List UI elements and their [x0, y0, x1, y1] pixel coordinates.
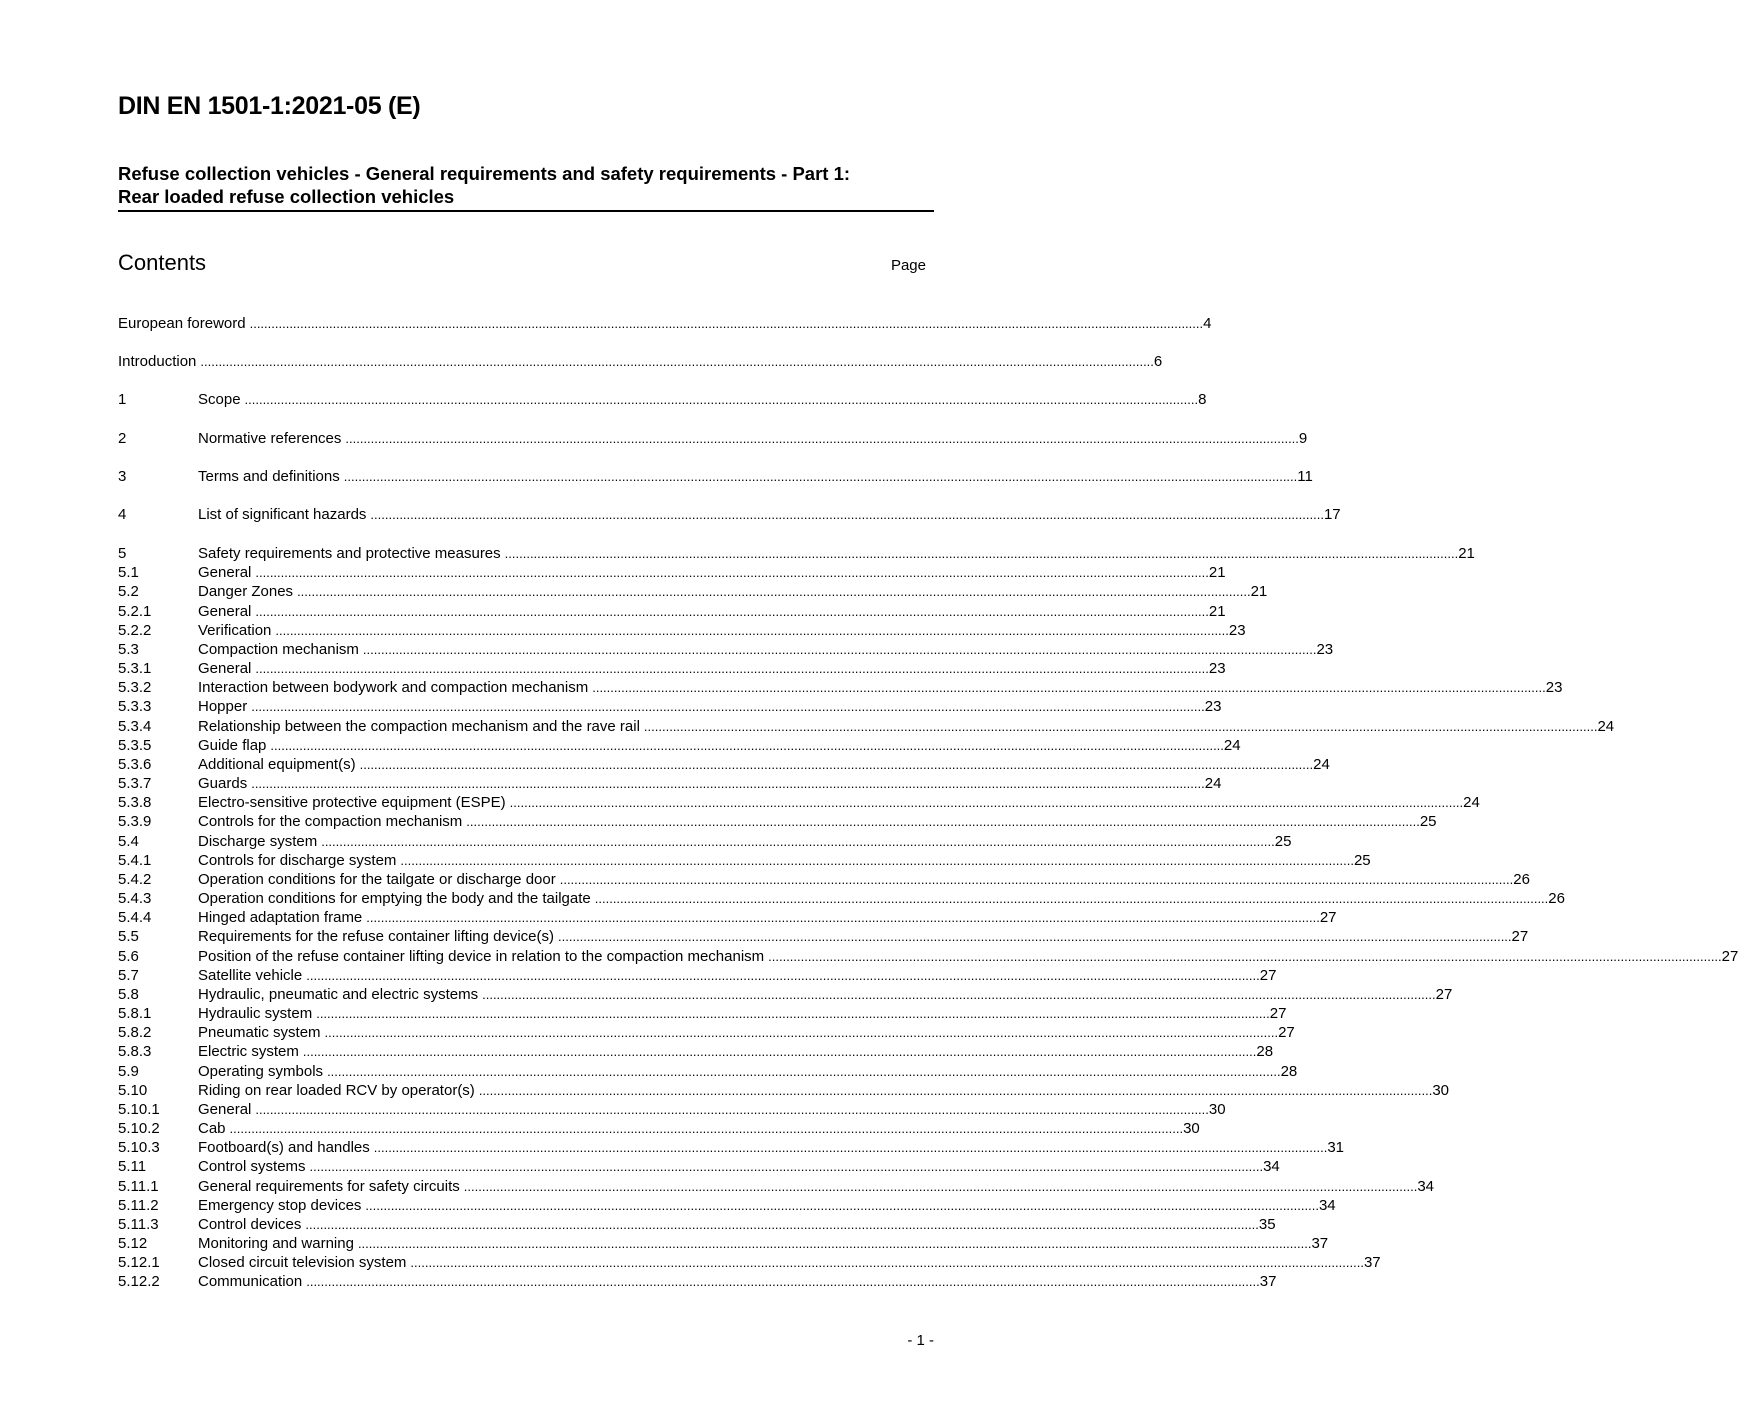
toc-entry-number: 5.3: [118, 640, 139, 658]
toc-entry-number: 5.10.3: [118, 1139, 160, 1157]
toc-entry-page: 27: [1511, 928, 1529, 946]
toc-entry-title: Hydraulic system: [198, 1005, 313, 1023]
toc-entry-number: 5.12.1: [118, 1254, 160, 1272]
toc-entry[interactable]: [118, 813, 1437, 832]
toc-entry-number: 5.12: [118, 1235, 148, 1253]
toc-entry-number: 3: [118, 468, 127, 485]
toc-entry[interactable]: [118, 890, 1565, 909]
page-number: - 1 -: [907, 1332, 934, 1349]
toc-entry-title: Hopper: [198, 698, 248, 716]
toc-entry-title: Hinged adaptation frame: [198, 909, 363, 927]
toc-entry[interactable]: [118, 602, 1226, 622]
toc-leader-dots: [560, 872, 1514, 887]
toc-entry-page: 23: [1204, 698, 1222, 716]
toc-entry-page: 28: [1280, 1062, 1298, 1080]
toc-entry-number: 5.10.2: [118, 1120, 160, 1138]
toc-entry-number: 5.2: [118, 583, 139, 601]
toc-entry-number: 5.7: [118, 966, 139, 984]
toc-entry-page: 35: [1258, 1215, 1276, 1233]
toc-entry-title: Monitoring and warning: [198, 1235, 354, 1253]
toc-leader-dots: [316, 1006, 1270, 1021]
toc-leader-dots: [251, 776, 1205, 791]
toc-entry-title: Pneumatic system: [198, 1024, 321, 1042]
toc-entry-number: 5.8: [118, 985, 139, 1003]
toc-entry[interactable]: [118, 1177, 1434, 1197]
toc-leader-dots: [595, 891, 1549, 906]
toc-entry-number: 5: [118, 545, 127, 562]
toc-entry-number: 5.3.2: [118, 679, 152, 697]
toc-leader-dots: [592, 680, 1546, 695]
toc-entry-title: Controls for the compaction mechanism: [198, 813, 463, 831]
toc-entry-page: 37: [1311, 1235, 1329, 1253]
toc-entry[interactable]: [118, 660, 1226, 679]
toc-entry-number: 5.3.4: [118, 717, 152, 735]
toc-entry-page: 24: [1223, 736, 1241, 754]
toc-entry[interactable]: [118, 1081, 1450, 1101]
toc-entry-page: 6: [1153, 353, 1163, 370]
toc-entry-title: Riding on rear loaded RCV by operator(s): [198, 1081, 475, 1099]
toc-entry-number: 5.2.1: [118, 602, 152, 620]
toc-entry-page: 4: [1203, 315, 1212, 332]
toc-entry-title: Normative references: [198, 430, 342, 447]
toc-leader-dots: [510, 795, 1464, 810]
toc-entry-number: 1: [118, 391, 127, 408]
toc-entry-title: Discharge system: [198, 832, 318, 850]
toc-leader-dots: [466, 814, 1420, 829]
subtitle-line-1: Refuse collection vehicles - General requirements and safety requirements - Part 1:: [118, 163, 851, 184]
toc-entry-title: Guide flap: [198, 736, 267, 754]
toc-entry-title: Position of the refuse container lifting device in relation to the compaction mechanism: [198, 947, 765, 965]
toc-entry-number: 5.3.8: [118, 794, 152, 812]
toc-entry[interactable]: [118, 468, 1313, 487]
toc-entry-title: General: [198, 602, 252, 620]
subtitle-line-2: Rear loaded refuse collection vehicles: [118, 186, 455, 207]
toc-entry-page: 24: [1204, 775, 1222, 793]
toc-entry-title: Requirements for the refuse container lifting device(s): [198, 928, 555, 946]
toc-leader-dots: [464, 1179, 1418, 1194]
toc-entry-number: 5.12.2: [118, 1273, 160, 1291]
toc-entry-number: 5.3.3: [118, 698, 152, 716]
toc-entry-number: 5.8.2: [118, 1024, 152, 1042]
toc-leader-dots: [558, 929, 1512, 944]
toc-entry-title: Control devices: [198, 1215, 302, 1233]
toc-leader-dots: [345, 431, 1299, 446]
toc-entry-number: 2: [118, 430, 127, 447]
toc-leader-dots: [370, 507, 1324, 522]
title-divider: [118, 210, 934, 212]
toc-entry[interactable]: [118, 679, 1563, 698]
toc-leader-dots: [200, 354, 1154, 369]
toc-leader-dots: [363, 642, 1317, 657]
toc-entry-page: 25: [1419, 813, 1437, 831]
toc-entry-page: 30: [1183, 1120, 1200, 1138]
toc-entry-number: 5.11: [118, 1158, 147, 1176]
toc-entry-number: 5.10: [118, 1081, 148, 1099]
toc-entry-title: Electric system: [198, 1043, 299, 1061]
toc-entry-page: 31: [1327, 1139, 1344, 1157]
toc-entry-title: Cab: [198, 1120, 226, 1138]
toc-entry[interactable]: [118, 545, 1475, 564]
toc-entry-page: 21: [1250, 583, 1268, 601]
toc-entry-title: Verification: [198, 621, 272, 639]
toc-entry-page: 24: [1597, 717, 1615, 735]
toc-entry[interactable]: [118, 506, 1341, 525]
toc-leader-dots: [768, 949, 1722, 964]
document-subtitle: [118, 162, 933, 208]
toc-entry[interactable]: [118, 832, 1292, 852]
toc-leader-dots: [255, 661, 1209, 676]
toc-entry[interactable]: [118, 1005, 1287, 1024]
toc-entry-page: 24: [1463, 794, 1480, 812]
toc-entry[interactable]: [118, 698, 1222, 717]
toc-entry-page: 23: [1228, 621, 1246, 639]
toc-entry-number: 5.3.1: [118, 660, 152, 678]
toc-leader-dots: [410, 1255, 1364, 1270]
toc-entry[interactable]: [118, 1273, 1277, 1292]
toc-entry[interactable]: [118, 1120, 1200, 1139]
toc-entry-page: 25: [1353, 851, 1371, 869]
toc-entry-page: 21: [1458, 545, 1475, 562]
toc-leader-dots: [245, 392, 1199, 407]
toc-entry-page: 34: [1417, 1177, 1434, 1195]
toc-entry-number: 5.8.1: [118, 1005, 152, 1023]
toc-entry-page: 27: [1435, 985, 1453, 1003]
toc-entry[interactable]: [118, 870, 1530, 890]
toc-entry[interactable]: [118, 775, 1222, 794]
toc-entry-page: 23: [1545, 679, 1563, 697]
toc-entry[interactable]: [118, 1062, 1298, 1082]
toc-entry-number: 5.3.9: [118, 813, 152, 831]
toc-entry-number: 5.1: [118, 564, 139, 582]
toc-entry-number: 5.8.3: [118, 1043, 152, 1061]
toc-entry-title: Additional equipment(s): [198, 755, 356, 773]
toc-entry-title: General: [198, 1100, 252, 1118]
toc-entry-number: 5.11.2: [118, 1196, 159, 1214]
toc-entry-page: 8: [1198, 391, 1207, 408]
toc-entry-title: Terms and definitions: [198, 468, 340, 485]
toc-entry-title: Controls for discharge system: [198, 851, 397, 869]
toc-entry-page: 34: [1318, 1196, 1336, 1214]
toc-entry[interactable]: [118, 1196, 1336, 1216]
toc-entry-number: 5.4.3: [118, 890, 152, 908]
toc-entry-page: 26: [1513, 870, 1530, 888]
toc-leader-dots: [275, 623, 1229, 638]
toc-entry-page: 30: [1208, 1100, 1226, 1118]
toc-leader-dots: [255, 1102, 1209, 1117]
toc-entry[interactable]: [118, 947, 1738, 967]
toc-leader-dots: [297, 584, 1251, 599]
toc-leader-dots: [305, 1217, 1259, 1232]
contents-heading: Contents: [118, 250, 207, 275]
toc-entry-page: 26: [1548, 890, 1565, 908]
toc-entry-page: 23: [1208, 660, 1226, 678]
toc-entry[interactable]: [118, 1215, 1276, 1235]
toc-entry-page: 24: [1313, 755, 1330, 773]
toc-entry-number: 5.4: [118, 832, 139, 850]
toc-entry-number: 4: [118, 506, 127, 523]
toc-entry-title: Introduction: [118, 353, 197, 370]
document-title: DIN EN 1501-1:2021-05 (E): [118, 92, 421, 120]
toc-entry-page: 27: [1319, 909, 1337, 927]
toc-leader-dots: [479, 1083, 1433, 1098]
toc-entry-title: Communication: [198, 1273, 303, 1291]
toc-leader-dots: [303, 1044, 1257, 1059]
toc-entry[interactable]: [118, 315, 1212, 334]
toc-entry-title: General requirements for safety circuits: [198, 1177, 460, 1195]
toc-entry[interactable]: [118, 353, 1163, 372]
toc-entry-number: 5.3.7: [118, 775, 152, 793]
toc-entry-page: 27: [1278, 1024, 1295, 1042]
toc-entry[interactable]: [118, 1024, 1295, 1043]
toc-leader-dots: [374, 1140, 1328, 1155]
toc-entry-title: Compaction mechanism: [198, 640, 359, 658]
toc-entry-title: Danger Zones: [198, 583, 294, 601]
toc-entry-title: Footboard(s) and handles: [198, 1139, 370, 1157]
toc-leader-dots: [400, 853, 1354, 868]
toc-entry[interactable]: [118, 1139, 1344, 1158]
page-column-label: Page: [890, 257, 926, 274]
toc-leader-dots: [505, 546, 1459, 561]
toc-entry[interactable]: [118, 583, 1268, 602]
toc-entry[interactable]: [118, 717, 1615, 737]
toc-entry-title: Scope: [198, 391, 241, 408]
toc-entry[interactable]: [118, 564, 1226, 583]
toc-entry[interactable]: [118, 1043, 1274, 1062]
toc-entry-number: 5.4.2: [118, 870, 152, 888]
toc-entry-page: 25: [1274, 832, 1292, 850]
toc-entry[interactable]: [118, 640, 1334, 660]
toc-entry-title: Control systems: [198, 1158, 306, 1176]
toc-entry-title: Guards: [198, 775, 248, 793]
toc-entry[interactable]: [118, 794, 1480, 813]
toc-entry-title: Emergency stop devices: [198, 1196, 362, 1214]
toc-entry-page: 11: [1297, 468, 1313, 485]
toc-leader-dots: [306, 968, 1260, 983]
toc-leader-dots: [255, 565, 1209, 580]
toc-leader-dots: [644, 719, 1598, 734]
toc-entry-page: 34: [1263, 1158, 1280, 1176]
toc-entry-number: 5.3.5: [118, 736, 152, 754]
toc-leader-dots: [366, 910, 1320, 925]
toc-entry-page: 21: [1208, 564, 1226, 582]
toc-leader-dots: [344, 469, 1298, 484]
toc-entry-page: 28: [1256, 1043, 1274, 1061]
toc-entry[interactable]: [118, 430, 1308, 449]
toc-entry-number: 5.4.1: [118, 851, 152, 869]
toc-entry-page: 27: [1721, 947, 1738, 965]
toc-entry-page: 17: [1323, 506, 1341, 523]
toc-leader-dots: [321, 834, 1275, 849]
toc-entry-number: 5.6: [118, 947, 139, 965]
toc-entry-number: 5.11.1: [118, 1177, 159, 1195]
toc-entry-number: 5.10.1: [118, 1100, 160, 1118]
toc-entry[interactable]: [118, 621, 1246, 641]
toc-entry[interactable]: [118, 1235, 1329, 1254]
toc-leader-dots: [270, 738, 1224, 753]
toc-entry-title: Relationship between the compaction mechanism and the rave rail: [198, 717, 640, 735]
toc-leader-dots: [358, 1236, 1312, 1251]
toc-entry-page: 30: [1432, 1081, 1450, 1099]
toc-entry-page: 37: [1259, 1273, 1277, 1291]
toc-entry-title: Safety requirements and protective measures: [198, 545, 501, 562]
toc-entry[interactable]: [118, 928, 1529, 947]
toc-entry[interactable]: [118, 755, 1330, 775]
toc-entry-page: 27: [1259, 966, 1277, 984]
toc-entry-title: Hydraulic, pneumatic and electric systems: [198, 985, 479, 1003]
toc-leader-dots: [482, 987, 1436, 1002]
toc-entry[interactable]: [118, 909, 1337, 928]
toc-leader-dots: [250, 316, 1204, 331]
toc-leader-dots: [230, 1121, 1184, 1136]
toc-entry-page: 9: [1298, 430, 1308, 447]
toc-entry[interactable]: [118, 1100, 1226, 1120]
toc-entry-title: European foreword: [118, 315, 246, 332]
toc-leader-dots: [255, 604, 1209, 619]
toc-entry[interactable]: [118, 851, 1371, 871]
toc-leader-dots: [327, 1064, 1281, 1079]
toc-entry-number: 5.2.2: [118, 621, 152, 639]
toc-entry-number: 5.4.4: [118, 909, 152, 927]
toc-entry-page: 27: [1269, 1005, 1287, 1023]
toc-entry-title: Operation conditions for emptying the body and the tailgate: [198, 890, 591, 908]
toc-leader-dots: [360, 757, 1314, 772]
toc-entry-page: 21: [1208, 602, 1226, 620]
toc-entry-page: 37: [1363, 1254, 1381, 1272]
toc-entry-number: 5.3.6: [118, 755, 152, 773]
toc-entry-title: General: [198, 660, 252, 678]
toc-entry-title: List of significant hazards: [198, 506, 367, 523]
toc-entry-title: Satellite vehicle: [198, 966, 303, 984]
toc-entry-number: 5.5: [118, 928, 139, 946]
toc-entry-title: Electro-sensitive protective equipment (ESPE): [198, 794, 506, 812]
toc-entry-title: Interaction between bodywork and compaction mechanism: [198, 679, 589, 697]
toc-entry[interactable]: [118, 391, 1207, 410]
toc-entry-title: General: [198, 564, 252, 582]
toc-entry[interactable]: [118, 1158, 1280, 1177]
toc-entry-number: 5.9: [118, 1062, 139, 1080]
toc-entry-title: Closed circuit television system: [198, 1254, 407, 1272]
toc-entry[interactable]: [118, 985, 1453, 1005]
toc-entry[interactable]: [118, 1254, 1381, 1273]
toc-leader-dots: [251, 699, 1205, 714]
toc-entry[interactable]: [118, 736, 1241, 756]
toc-leader-dots: [325, 1025, 1279, 1040]
toc-entry[interactable]: [118, 966, 1277, 986]
toc-leader-dots: [310, 1159, 1264, 1174]
toc-entry-number: 5.11.3: [118, 1215, 159, 1233]
toc-leader-dots: [365, 1198, 1319, 1213]
toc-entry-title: Operation conditions for the tailgate or discharge door: [198, 870, 556, 888]
toc-entry-page: 23: [1316, 640, 1334, 658]
toc-leader-dots: [306, 1274, 1260, 1289]
toc-entry-title: Operating symbols: [198, 1062, 324, 1080]
